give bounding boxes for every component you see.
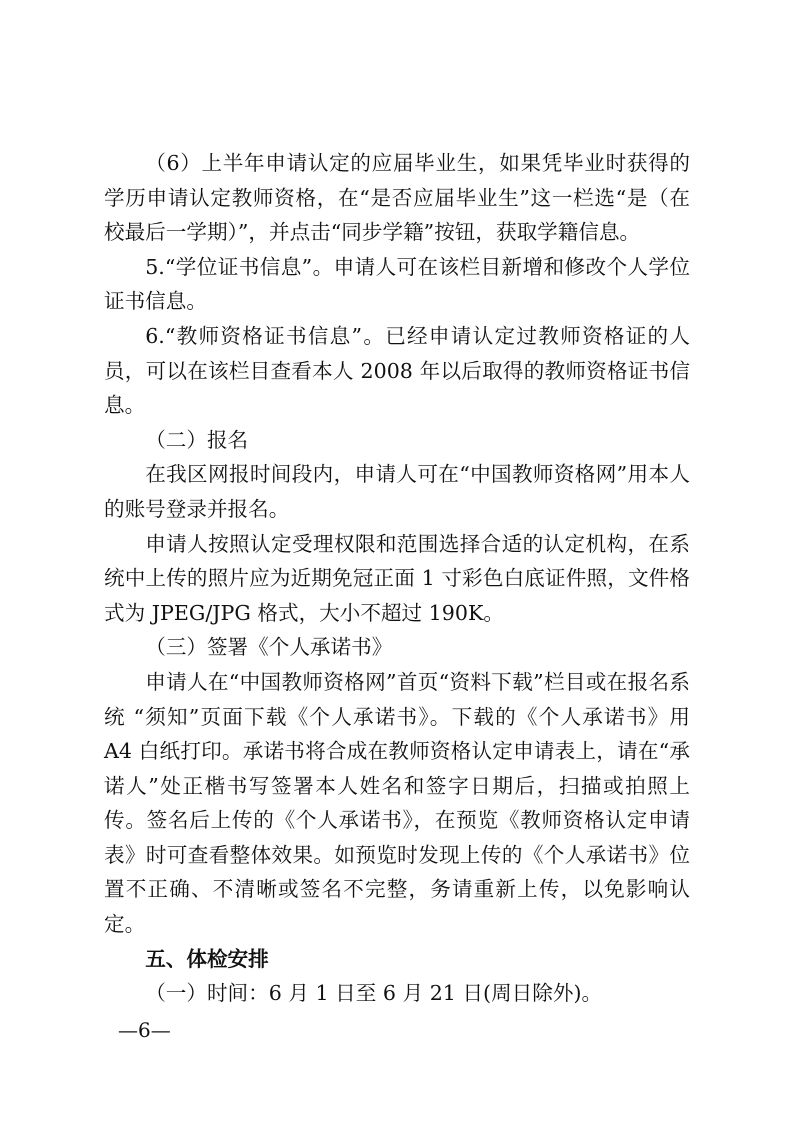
paragraph-graduate-status: （6）上半年申请认定的应届毕业生，如果凭毕业时获得的学历申请认定教师资格，在“是否应届毕业生”这一栏选“是（在校最后一学期）”，并点击“同步学籍”按钮，获取学籍信息。 bbox=[104, 151, 690, 245]
page-number: —6— bbox=[118, 1018, 171, 1042]
subheading-commitment-letter: （三）签署《个人承诺书》 bbox=[145, 635, 393, 660]
body-text bbox=[104, 146, 690, 1011]
paragraph-teacher-certificate: 6.“教师资格证书信息”。已经申请认定过教师资格证的人员，可以在该栏目查看本人 2008 年以后取得的教师资格证书信息。 bbox=[104, 323, 690, 418]
paragraph-photo-requirements: 申请人按照认定受理权限和范围选择合适的认定机构，在系统中上传的照片应为近期免冠正面 1 寸彩色白底证件照，文件格式为 JPEG/JPG 格式，大小不超过 190K。 bbox=[104, 531, 690, 625]
paragraph-degree-certificate: 5.“学位证书信息”。申请人可在该栏目新增和修改个人学位证书信息。 bbox=[104, 254, 690, 314]
section-title-medical-exam: 五、体检安排 bbox=[145, 946, 269, 971]
paragraph-exam-time: （一）时间：6 月 1 日至 6 月 21 日(周日除外)。 bbox=[145, 981, 603, 1006]
subheading-registration: （二）报名 bbox=[145, 427, 249, 452]
paragraph-commitment-letter: 申请人在“中国教师资格网”首页“资料下载”栏目或在报名系统 “须知”页面下载《个人承诺书》。下载的《个人承诺书》用 A4 白纸打印。承诺书将合成在教师资格认定申请表上，请在“承诺人”处正楷书写签署本人姓名和签字日期后，扫描或拍照上传。签名后上传的《个人承诺书》，在预览《教师资格认定申请表》时可查看整体效果。如预览时发现上传的《个人承诺书》位置不正确、不清晰或签名不完整，务请重新上传，以免影响认定。 bbox=[104, 669, 690, 937]
paragraph-registration-login: 在我区网报时间段内，申请人可在“中国教师资格网”用本人的账号登录并报名。 bbox=[104, 462, 690, 521]
